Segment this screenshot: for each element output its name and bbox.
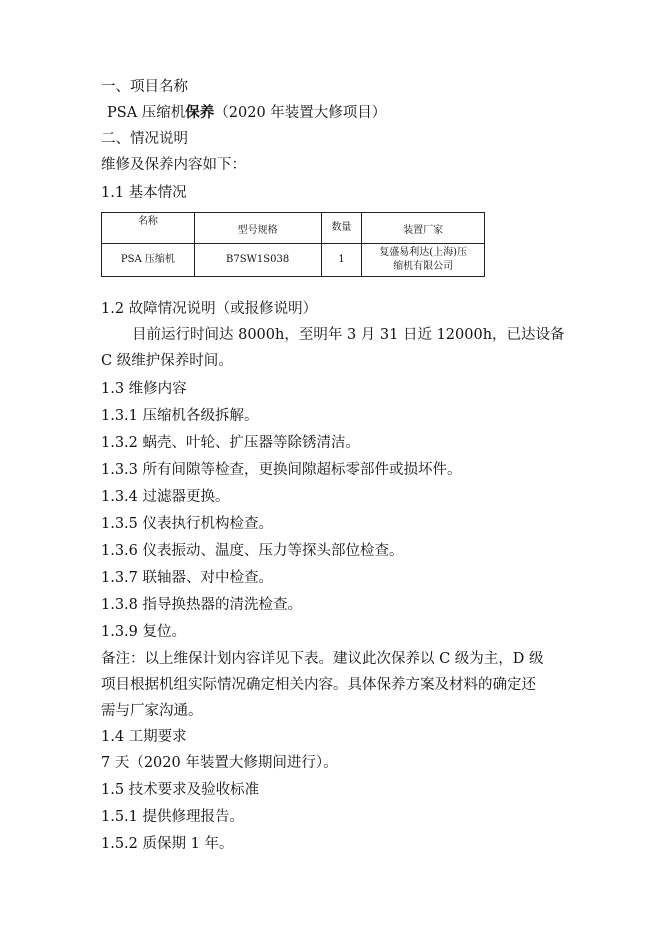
heading-maintenance: 1.3 维修内容 <box>101 381 187 397</box>
cell-quantity: 1 <box>321 244 362 277</box>
fault-text-line2: C 级维护保养时间。 <box>101 353 233 369</box>
header-model: 型号规格 <box>194 213 321 244</box>
header-manufacturer: 装置厂家 <box>362 213 485 244</box>
list-item: 1.3.3 所有间隙等检查，更换间隙超标零部件或损坏件。 <box>101 462 462 478</box>
project-name-bold: 保养 <box>185 104 215 121</box>
project-name-prefix: PSA 压缩机 <box>107 105 186 121</box>
heading-fault: 1.2 故障情况说明（或报修说明） <box>101 301 318 317</box>
heading-schedule: 1.4 工期要求 <box>101 729 187 745</box>
project-name-suffix: （2020 年装置大修项目） <box>214 105 387 121</box>
cell-name: PSA 压缩机 <box>102 244 195 277</box>
table-header-row <box>102 213 485 244</box>
list-item: 1.3.2 蜗壳、叶轮、扩压器等除锈清洁。 <box>101 435 361 451</box>
list-item: 1.3.1 压缩机各级拆解。 <box>101 408 259 424</box>
list-item: 1.3.4 过滤器更换。 <box>101 489 230 505</box>
list-item: 1.3.6 仪表振动、温度、压力等探头部位检查。 <box>101 543 404 559</box>
schedule-text: 7 天（2020 年装置大修期间进行）。 <box>101 755 338 771</box>
list-item: 1.5.2 质保期 1 年。 <box>101 836 234 852</box>
note-line3: 需与厂家沟通。 <box>101 703 203 719</box>
heading-acceptance: 1.5 技术要求及验收标准 <box>101 782 260 798</box>
project-name <box>107 103 386 123</box>
note-line1: 备注：以上维保计划内容详见下表。建议此次保养以 C 级为主，D 级 <box>101 651 544 667</box>
cell-model: B7SW1S038 <box>194 244 321 277</box>
basic-info-table <box>101 212 485 277</box>
header-quantity: 数量 <box>321 213 362 244</box>
list-item: 1.3.8 指导换热器的清洗检查。 <box>101 597 303 613</box>
list-item: 1.3.7 联轴器、对中检查。 <box>101 570 274 586</box>
list-item: 1.5.1 提供修理报告。 <box>101 809 245 825</box>
list-item: 1.3.5 仪表执行机构检查。 <box>101 516 274 532</box>
note-line2: 项目根据机组实际情况确定相关内容。具体保养方案及材料的确定还 <box>101 677 536 693</box>
section-heading-project-name: 一、项目名称 <box>101 79 188 95</box>
section-heading-situation: 二、情况说明 <box>101 131 188 147</box>
intro-text: 维修及保养内容如下： <box>101 157 246 173</box>
heading-basic-info: 1.1 基本情况 <box>101 185 187 201</box>
header-name: 名称 <box>102 213 195 244</box>
fault-text-line1: 目前运行时间达 8000h，至明年 3 月 31 日近 12000h，已达设备 <box>132 327 565 343</box>
cell-manufacturer: 复盛易利达(上海)压 缩机有限公司 <box>362 244 485 277</box>
table-row <box>102 244 485 277</box>
list-item: 1.3.9 复位。 <box>101 624 187 640</box>
